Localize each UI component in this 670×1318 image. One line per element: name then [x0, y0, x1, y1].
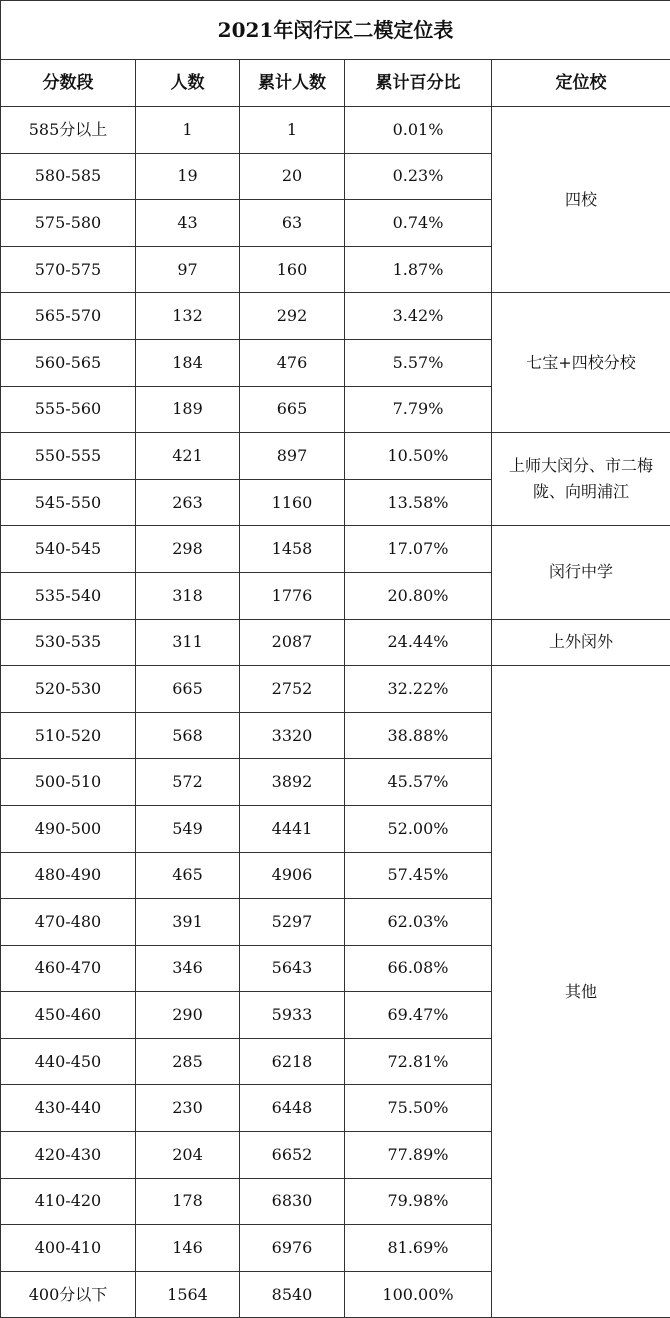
count-cell: 263 [136, 479, 240, 526]
count-cell: 391 [136, 899, 240, 946]
score-range-cell: 540-545 [1, 526, 136, 573]
count-cell: 318 [136, 572, 240, 619]
cumulative-count-cell: 665 [240, 386, 345, 433]
count-cell: 665 [136, 666, 240, 713]
score-range-cell: 535-540 [1, 572, 136, 619]
placement-school-cell: 上外闵外 [492, 619, 670, 666]
cumulative-count-cell: 6218 [240, 1038, 345, 1085]
count-cell: 346 [136, 945, 240, 992]
table-row [1, 526, 670, 573]
cumulative-count-cell: 6652 [240, 1132, 345, 1179]
count-cell: 465 [136, 852, 240, 899]
cumulative-count-cell: 6976 [240, 1225, 345, 1272]
cumulative-percent-cell: 81.69% [345, 1225, 492, 1272]
cumulative-count-cell: 8540 [240, 1271, 345, 1318]
cumulative-count-cell: 897 [240, 433, 345, 480]
count-cell: 132 [136, 293, 240, 340]
cumulative-percent-cell: 3.42% [345, 293, 492, 340]
table-title: 2021年闵行区二模定位表 [1, 1, 670, 60]
cumulative-percent-cell: 77.89% [345, 1132, 492, 1179]
cumulative-count-cell: 1 [240, 107, 345, 154]
cumulative-percent-cell: 38.88% [345, 712, 492, 759]
score-range-cell: 550-555 [1, 433, 136, 480]
table-row [1, 107, 670, 154]
cumulative-percent-cell: 20.80% [345, 572, 492, 619]
table-body [1, 107, 670, 1318]
score-range-cell: 430-440 [1, 1085, 136, 1132]
count-cell: 1564 [136, 1271, 240, 1318]
cumulative-percent-cell: 1.87% [345, 246, 492, 293]
count-cell: 97 [136, 246, 240, 293]
count-cell: 146 [136, 1225, 240, 1272]
cumulative-count-cell: 292 [240, 293, 345, 340]
cumulative-count-cell: 63 [240, 200, 345, 247]
cumulative-count-cell: 476 [240, 339, 345, 386]
cumulative-percent-cell: 57.45% [345, 852, 492, 899]
cumulative-percent-cell: 75.50% [345, 1085, 492, 1132]
placement-school-cell: 上师大闵分、市二梅陇、向明浦江 [492, 433, 670, 526]
placement-school-cell: 七宝+四校分校 [492, 293, 670, 433]
count-cell: 184 [136, 339, 240, 386]
count-cell: 298 [136, 526, 240, 573]
count-cell: 230 [136, 1085, 240, 1132]
count-cell: 421 [136, 433, 240, 480]
score-range-cell: 450-460 [1, 992, 136, 1039]
count-cell: 572 [136, 759, 240, 806]
cumulative-percent-cell: 0.74% [345, 200, 492, 247]
cumulative-count-cell: 5643 [240, 945, 345, 992]
cumulative-count-cell: 3320 [240, 712, 345, 759]
count-cell: 568 [136, 712, 240, 759]
cumulative-count-cell: 4906 [240, 852, 345, 899]
cumulative-percent-cell: 69.47% [345, 992, 492, 1039]
score-range-cell: 510-520 [1, 712, 136, 759]
score-range-cell: 520-530 [1, 666, 136, 713]
count-cell: 549 [136, 805, 240, 852]
cumulative-count-cell: 20 [240, 153, 345, 200]
score-range-cell: 440-450 [1, 1038, 136, 1085]
cumulative-percent-cell: 0.23% [345, 153, 492, 200]
score-range-cell: 545-550 [1, 479, 136, 526]
cumulative-count-cell: 2087 [240, 619, 345, 666]
score-range-cell: 580-585 [1, 153, 136, 200]
header-cumulative-percent: 累计百分比 [345, 60, 492, 107]
score-range-cell: 555-560 [1, 386, 136, 433]
count-cell: 1 [136, 107, 240, 154]
cumulative-percent-cell: 0.01% [345, 107, 492, 154]
cumulative-count-cell: 1458 [240, 526, 345, 573]
cumulative-percent-cell: 62.03% [345, 899, 492, 946]
score-range-cell: 460-470 [1, 945, 136, 992]
cumulative-count-cell: 160 [240, 246, 345, 293]
table-row [1, 433, 670, 480]
cumulative-percent-cell: 52.00% [345, 805, 492, 852]
table-row [1, 293, 670, 340]
header-score-range: 分数段 [1, 60, 136, 107]
count-cell: 285 [136, 1038, 240, 1085]
cumulative-count-cell: 6448 [240, 1085, 345, 1132]
score-range-cell: 530-535 [1, 619, 136, 666]
cumulative-percent-cell: 5.57% [345, 339, 492, 386]
cumulative-count-cell: 1160 [240, 479, 345, 526]
placement-school-cell: 四校 [492, 107, 670, 293]
cumulative-percent-cell: 32.22% [345, 666, 492, 713]
cumulative-count-cell: 1776 [240, 572, 345, 619]
score-range-cell: 420-430 [1, 1132, 136, 1179]
score-range-cell: 490-500 [1, 805, 136, 852]
table-row [1, 666, 670, 713]
cumulative-count-cell: 4441 [240, 805, 345, 852]
count-cell: 189 [136, 386, 240, 433]
score-range-cell: 400分以下 [1, 1271, 136, 1318]
cumulative-percent-cell: 7.79% [345, 386, 492, 433]
score-range-cell: 565-570 [1, 293, 136, 340]
cumulative-percent-cell: 17.07% [345, 526, 492, 573]
count-cell: 311 [136, 619, 240, 666]
cumulative-percent-cell: 13.58% [345, 479, 492, 526]
count-cell: 19 [136, 153, 240, 200]
count-cell: 43 [136, 200, 240, 247]
cumulative-count-cell: 5933 [240, 992, 345, 1039]
count-cell: 204 [136, 1132, 240, 1179]
header-placement-school: 定位校 [492, 60, 670, 107]
count-cell: 178 [136, 1178, 240, 1225]
score-range-cell: 570-575 [1, 246, 136, 293]
cumulative-count-cell: 3892 [240, 759, 345, 806]
cumulative-percent-cell: 72.81% [345, 1038, 492, 1085]
cumulative-percent-cell: 10.50% [345, 433, 492, 480]
cumulative-percent-cell: 24.44% [345, 619, 492, 666]
cumulative-percent-cell: 79.98% [345, 1178, 492, 1225]
cumulative-percent-cell: 100.00% [345, 1271, 492, 1318]
score-range-cell: 400-410 [1, 1225, 136, 1272]
score-range-cell: 410-420 [1, 1178, 136, 1225]
cumulative-count-cell: 6830 [240, 1178, 345, 1225]
cumulative-percent-cell: 66.08% [345, 945, 492, 992]
placement-school-cell: 闵行中学 [492, 526, 670, 619]
score-range-cell: 575-580 [1, 200, 136, 247]
score-range-cell: 470-480 [1, 899, 136, 946]
placement-school-cell: 其他 [492, 666, 670, 1318]
cumulative-count-cell: 2752 [240, 666, 345, 713]
header-count: 人数 [136, 60, 240, 107]
score-range-cell: 480-490 [1, 852, 136, 899]
cumulative-count-cell: 5297 [240, 899, 345, 946]
score-range-cell: 585分以上 [1, 107, 136, 154]
table-row [1, 619, 670, 666]
score-range-cell: 560-565 [1, 339, 136, 386]
score-range-cell: 500-510 [1, 759, 136, 806]
count-cell: 290 [136, 992, 240, 1039]
header-cumulative-count: 累计人数 [240, 60, 345, 107]
cumulative-percent-cell: 45.57% [345, 759, 492, 806]
